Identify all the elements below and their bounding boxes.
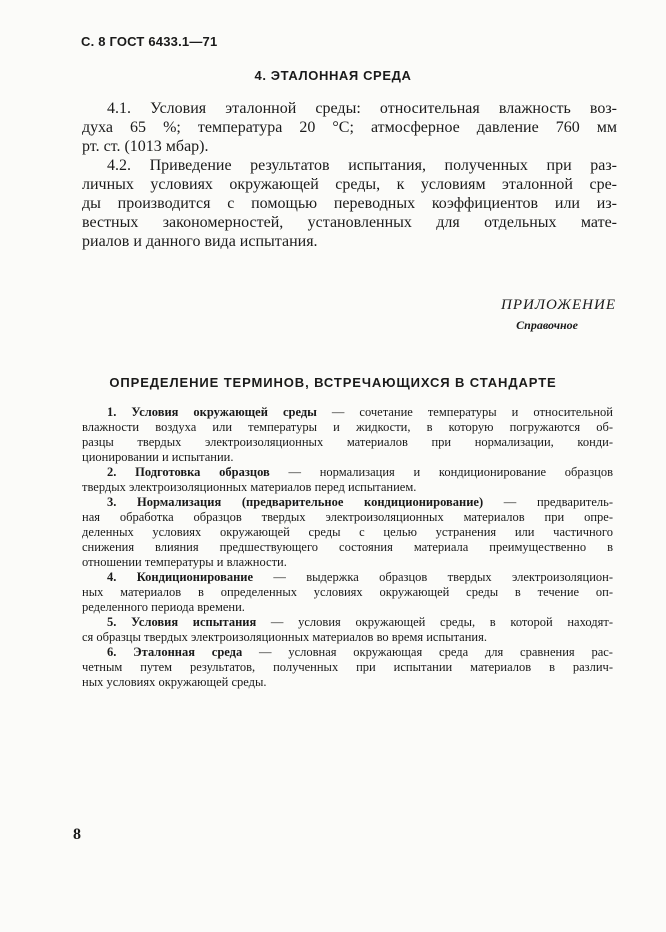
term-4-text: — выдержка образцов твердых электроизоляцион- [253, 570, 613, 584]
page-number: 8 [73, 826, 81, 843]
term-2-first-line [82, 465, 613, 480]
term-4-first-line [82, 570, 613, 585]
term-4-heading: 4. Кондиционирование [107, 570, 254, 584]
term-3-text: — предваритель- [483, 495, 613, 509]
term-line: ная обработка образцов твердых электроизоляционных материалов при опре- [82, 510, 613, 524]
term-line: отношении температуры и влажности. [82, 555, 287, 569]
term-line: твердых электроизоляционных материалов перед испытанием. [82, 480, 417, 494]
running-header: С. 8 ГОСТ 6433.1—71 [81, 34, 218, 49]
term-5-text: — условия окружающей среды, в которой находят- [256, 615, 613, 629]
term-line: ных условиях окружающей среды. [82, 675, 267, 689]
term-6-first-line [82, 645, 613, 660]
clause-4-2 [82, 156, 617, 251]
term-1-first-line [82, 405, 613, 420]
term-line: разцы твердых электроизоляционных материалов при нормализации, конди- [82, 435, 613, 449]
appendix-note: Справочное [516, 318, 578, 332]
term-3-first-line [82, 495, 613, 510]
section-title: 4. ЭТАЛОННАЯ СРЕДА [254, 68, 412, 83]
term-line: ределенного периода времени. [82, 600, 245, 614]
clause-4-1-line: духа 65 %; температура 20 °С; атмосферное давление 760 мм [82, 119, 617, 136]
clause-4-1-line: рт. ст. (1013 мбар). [82, 138, 209, 155]
term-2-text: — нормализация и кондиционирование образцов [269, 465, 613, 479]
clause-4-1-line: 4.1. Условия эталонной среды: относительная влажность воз- [107, 100, 617, 117]
clause-4-2-line: риалов и данного вида испытания. [82, 233, 318, 250]
term-line: ционировании и испытании. [82, 450, 234, 464]
term-line: ся образцы твердых электроизоляционных материалов во время испытания. [82, 630, 487, 644]
clause-4-2-line: вестных закономерностей, установленных для отдельных мате- [82, 214, 617, 231]
term-3-heading: 3. Нормализация (предварительное кондиционирование) [107, 495, 484, 509]
term-1-heading: 1. Условия окружающей среды [107, 405, 317, 419]
term-5-heading: 5. Условия испытания [107, 615, 257, 629]
clause-4-1 [82, 99, 617, 156]
term-line: четным путем результатов, полученных при испытании материалов в различ- [82, 660, 613, 674]
term-6-text: — условная окружающая среда для сравнения рас- [242, 645, 613, 659]
clause-4-2-line: 4.2. Приведение результатов испытания, полученных при раз- [107, 157, 617, 174]
terms-title: ОПРЕДЕЛЕНИЕ ТЕРМИНОВ, ВСТРЕЧАЮЩИХСЯ В СТАНДАРТЕ [109, 375, 557, 390]
term-5-first-line [82, 615, 613, 630]
term-line: снижения влияния предшествующего состояния материала преимущественно в [82, 540, 613, 554]
term-line: ных материалов в определенных условиях окружающей среды в течение оп- [82, 585, 613, 599]
clause-4-2-line: личных условиях окружающей среды, к условиям эталонной сре- [82, 176, 617, 193]
term-2-heading: 2. Подготовка образцов [107, 465, 270, 479]
term-1-text: — сочетание температуры и относительной [316, 405, 613, 419]
clause-4-2-line: ды производится с помощью переводных коэффициентов или из- [82, 195, 617, 212]
appendix-label: ПРИЛОЖЕНИЕ [501, 297, 616, 313]
term-line: влажности воздуха или температуры и жидкости, в которую погружаются об- [82, 420, 613, 434]
term-line: деленных условиях окружающей среды с целью устранения или частичного [82, 525, 613, 539]
term-6-heading: 6. Эталонная среда [107, 645, 243, 659]
terms-list [82, 405, 613, 690]
